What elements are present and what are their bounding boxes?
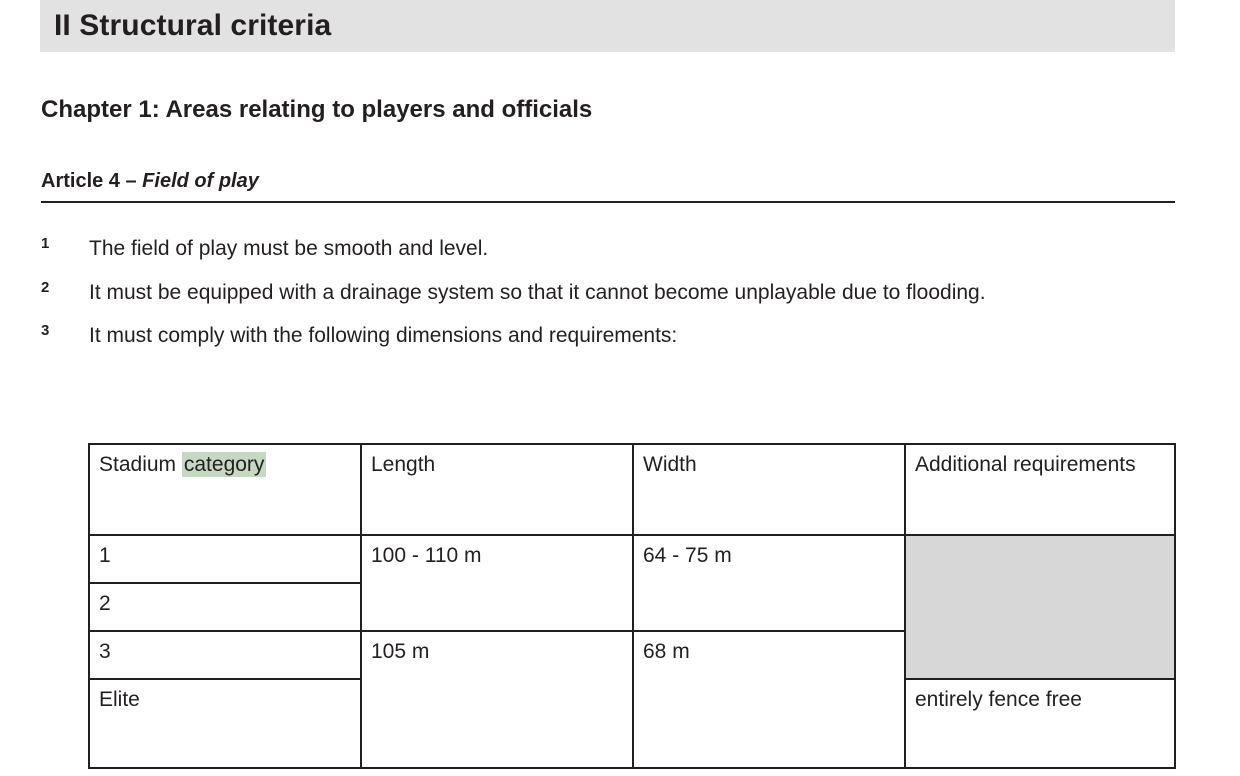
- clause-text: It must comply with the following dimensions and requirements:: [89, 324, 678, 348]
- table-header-additional: Additional requirements: [905, 444, 1175, 535]
- clause-number: 2: [41, 278, 50, 296]
- category-label-highlight: category: [183, 453, 265, 476]
- list-item: [41, 320, 1176, 353]
- clause-text: The field of play must be smooth and level.: [89, 237, 489, 260]
- table-header-length: Length: [361, 444, 633, 535]
- cell-length-elite: 105 m: [361, 631, 633, 768]
- cell-category-1: 1: [89, 535, 361, 583]
- article-divider: [41, 201, 1175, 203]
- list-item: [41, 277, 1176, 310]
- cell-category-elite: Elite: [89, 679, 361, 768]
- table-row: [89, 535, 1175, 583]
- cell-category-3: 3: [89, 631, 361, 679]
- cell-length-1-2: 100 - 110 m: [361, 535, 633, 631]
- section-banner: [40, 0, 1175, 52]
- clause-number: 3: [41, 322, 50, 340]
- cell-category-2: 2: [89, 583, 361, 631]
- section-title: II Structural criteria: [54, 9, 332, 42]
- article-heading: [41, 170, 1175, 201]
- article-name: Field of play: [142, 170, 259, 192]
- table-header-category: [89, 444, 361, 535]
- cell-width-elite: 68 m: [633, 631, 905, 768]
- table-header-width: Width: [633, 444, 905, 535]
- article-label: Article 4 –: [41, 170, 143, 192]
- cell-additional-elite: entirely fence free: [905, 679, 1175, 768]
- table-row: [89, 444, 1175, 535]
- cell-additional-shaded: [905, 535, 1175, 679]
- clause-list: [41, 233, 1176, 364]
- clause-number: 1: [41, 235, 50, 252]
- article-block: [41, 170, 1175, 203]
- dimensions-table: [88, 443, 1176, 769]
- chapter-title: Chapter 1: Areas relating to players and officials: [41, 96, 593, 123]
- clause-text: It must be equipped with a drainage system so that it cannot become unplayable due to flooding.: [89, 280, 986, 304]
- category-label-prefix: Stadium: [99, 453, 182, 476]
- cell-width-1-2: 64 - 75 m: [633, 535, 905, 631]
- list-item: [41, 233, 1176, 266]
